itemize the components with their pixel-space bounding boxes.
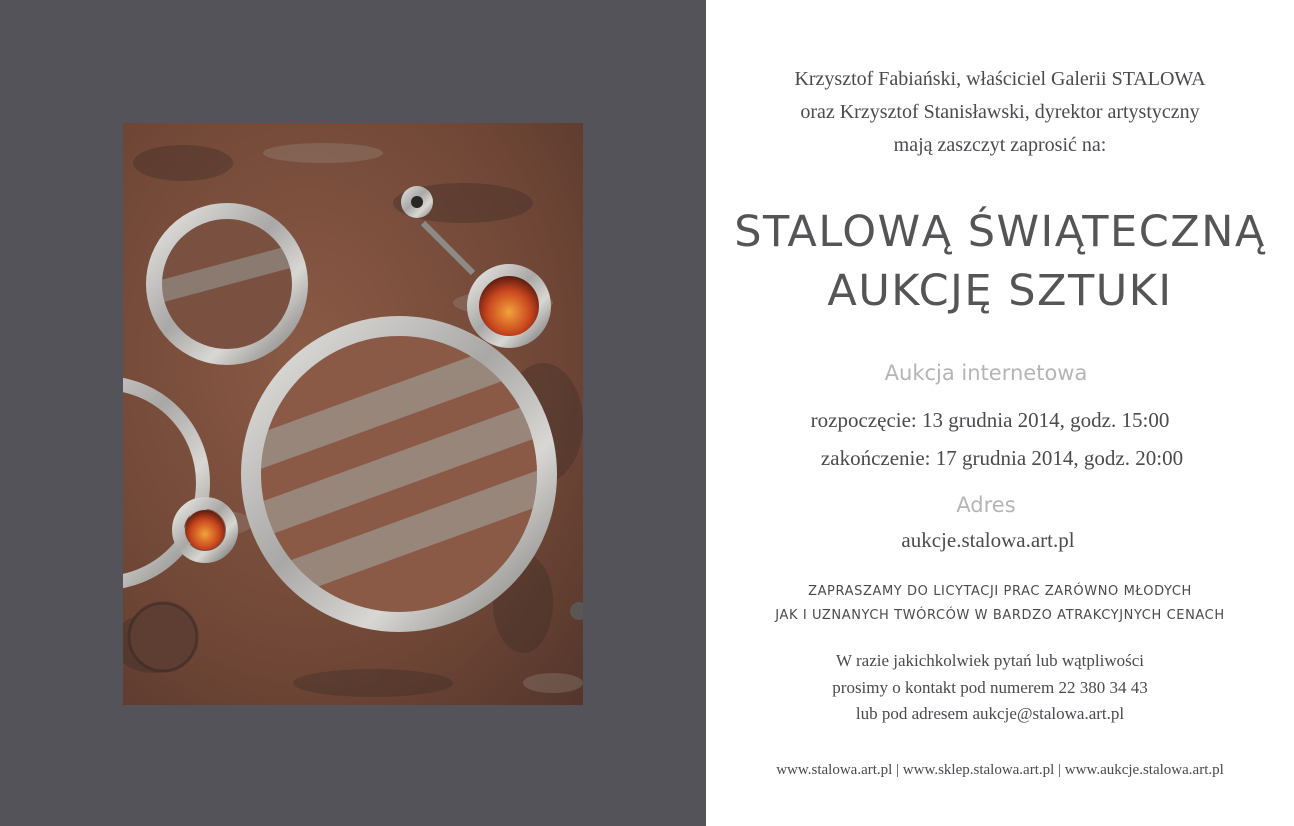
invitation-panel [706, 0, 1294, 826]
artwork-image [123, 123, 583, 705]
footer-links[interactable]: www.stalowa.art.pl | www.sklep.stalowa.art.pl | www.aukcje.stalowa.art.pl [776, 762, 1224, 778]
contact-line-2: prosimy o kontakt pod numerem 22 380 34 43 [832, 678, 1148, 697]
auction-end: zakończenie: 17 grudnia 2014, godz. 20:00 [820, 446, 1184, 470]
intro-line-3: mają zaszczyt zaprosić na: [893, 134, 1107, 156]
auction-start: rozpoczęcie: 13 grudnia 2014, godz. 15:00 [810, 408, 1170, 432]
address-heading: Adres [956, 493, 1016, 517]
promo-line-1: ZAPRASZAMY DO LICYTACJI PRAC ZARÓWNO MŁODYCH [808, 584, 1192, 599]
auction-address-link[interactable]: aukcje.stalowa.art.pl [901, 528, 1075, 552]
contact-line-1: W razie jakichkolwiek pytań lub wątpliwości [836, 651, 1144, 670]
contact-line-3: lub pod adresem aukcje@stalowa.art.pl [855, 704, 1125, 723]
auction-heading: Aukcja internetowa [884, 361, 1088, 385]
headline-line-1: STALOWĄ ŚWIĄTECZNĄ [734, 207, 1266, 257]
promo-line-2: JAK I UZNANYCH TWÓRCÓW W BARDZO ATRAKCYJNYCH CENACH [775, 608, 1225, 623]
intro-line-1: Krzysztof Fabiański, właściciel Galerii STALOWA [794, 68, 1206, 90]
headline-line-2: AUKCJĘ SZTUKI [827, 266, 1173, 316]
intro-line-2: oraz Krzysztof Stanisławski, dyrektor artystyczny [800, 101, 1200, 123]
